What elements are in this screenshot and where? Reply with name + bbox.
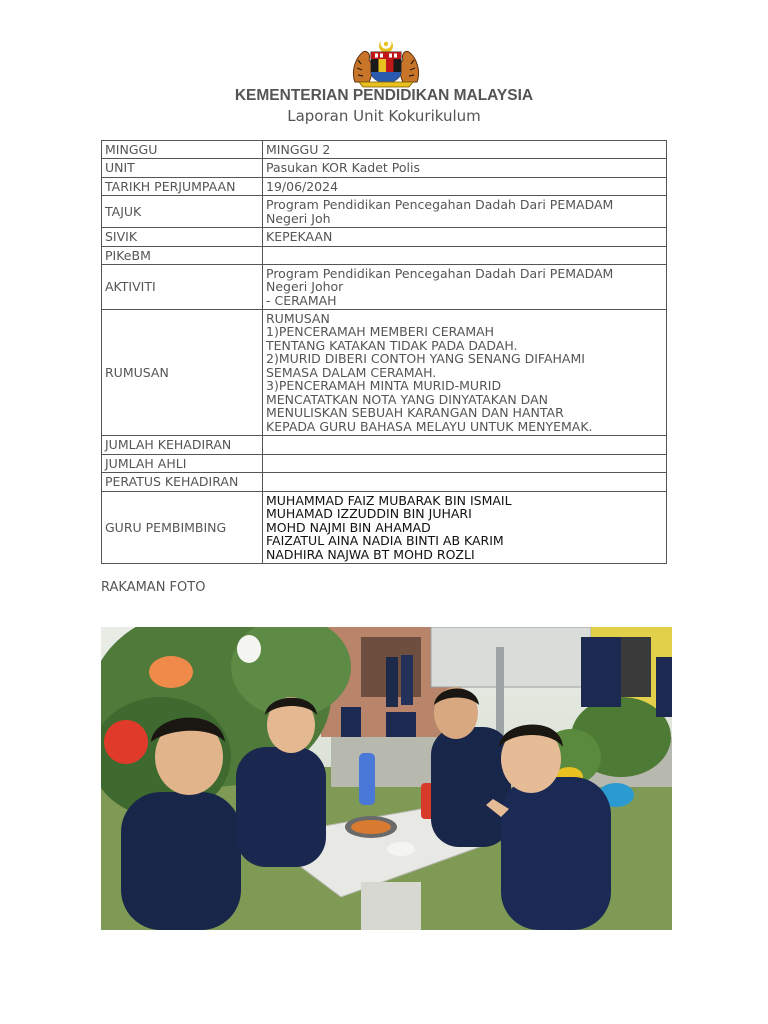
table-row	[102, 178, 667, 196]
table-row	[102, 141, 667, 159]
activity-photo	[101, 627, 672, 930]
row-value: 19/06/2024	[263, 178, 667, 196]
row-value	[263, 455, 667, 473]
row-value	[263, 492, 667, 564]
table-row	[102, 310, 667, 436]
row-label: JUMLAH KEHADIRAN	[102, 436, 263, 455]
coat-of-arms-logo	[349, 38, 423, 88]
row-value	[263, 247, 667, 265]
row-label: RUMUSAN	[102, 310, 263, 436]
row-label: AKTIVITI	[102, 265, 263, 310]
row-label: PERATUS KEHADIRAN	[102, 473, 263, 492]
row-label: TARIKH PERJUMPAAN	[102, 178, 263, 196]
table-row	[102, 436, 667, 455]
row-value	[263, 473, 667, 492]
row-value: KEPEKAAN	[263, 228, 667, 247]
row-value	[263, 265, 667, 310]
row-label: JUMLAH AHLI	[102, 455, 263, 473]
table-row	[102, 196, 667, 228]
row-value	[263, 436, 667, 455]
row-value-text: RUMUSAN 1)PENCERAMAH MEMBERI CERAMAH TENTANG KATAKAN TIDAK PADA DADAH. 2)MURID DIBERI CONTOH YANG SENANG DIFAHAMI SEMASA DALAM CERAMAH. 3)PENCERAMAH MINTA MURID-MURID MENCATATKAN NOTA YANG DINYATAKAN DAN MENULISKAN SEBUAH KARANGAN DAN HANTAR KEPADA GURU BAHASA MELAYU UNTUK MENYEMAK.	[266, 310, 593, 434]
table-row	[102, 228, 667, 247]
table-row	[102, 473, 667, 492]
row-value-text: Program Pendidikan Pencegahan Dadah Dari PEMADAM Negeri Johor - CERAMAH	[266, 265, 614, 308]
row-value: Pasukan KOR Kadet Polis	[263, 159, 667, 178]
row-label: UNIT	[102, 159, 263, 178]
report-table	[101, 140, 667, 564]
row-label: SIVIK	[102, 228, 263, 247]
table-row	[102, 159, 667, 178]
row-value	[263, 196, 667, 228]
row-label: GURU PEMBIMBING	[102, 492, 263, 564]
row-label: MINGGU	[102, 141, 263, 159]
photo-section-label: RAKAMAN FOTO	[101, 580, 206, 595]
table-row	[102, 455, 667, 473]
ministry-title: KEMENTERIAN PENDIDIKAN MALAYSIA	[234, 87, 534, 104]
row-label: TAJUK	[102, 196, 263, 228]
row-value	[263, 310, 667, 436]
table-row	[102, 247, 667, 265]
row-value: MINGGU 2	[263, 141, 667, 159]
row-value-text: Program Pendidikan Pencegahan Dadah Dari PEMADAM Negeri Joh	[266, 197, 614, 226]
table-row	[102, 265, 667, 310]
teacher-list: MUHAMMAD FAIZ MUBARAK BIN ISMAIL MUHAMAD IZZUDDIN BIN JUHARI MOHD NAJMI BIN AHAMAD FAIZATUL AINA NADIA BINTI AB KARIM NADHIRA NAJWA BT MOHD ROZLI	[266, 492, 512, 562]
table-row	[102, 492, 667, 564]
row-label: PIKeBM	[102, 247, 263, 265]
report-subtitle: Laporan Unit Kokurikulum	[287, 107, 481, 125]
